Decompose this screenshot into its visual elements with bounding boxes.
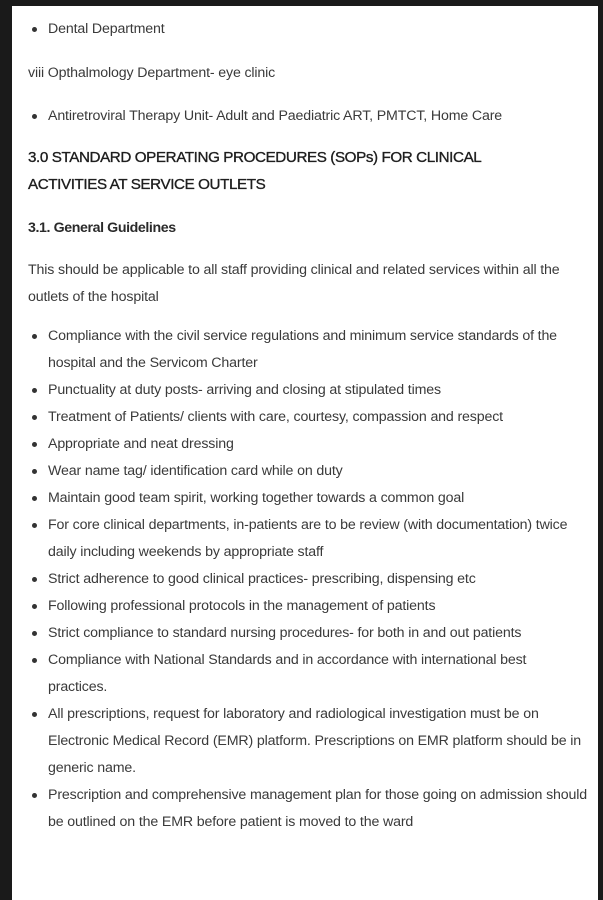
section-heading: 3.0 STANDARD OPERATING PROCEDURES (SOPs) FOR CLINICAL ACTIVITIES AT SERVICE OUTLETS — [28, 149, 481, 193]
document-content — [28, 6, 588, 836]
sub-heading: 3.1. General Guidelines — [28, 220, 176, 236]
document-page — [12, 6, 598, 900]
list-item-art: Antiretroviral Therapy Unit- Adult and Paediatric ART, PMTCT, Home Care — [28, 103, 588, 130]
list-item-dental: Dental Department — [28, 16, 588, 43]
page-edge — [598, 6, 603, 900]
guideline-item: Punctuality at duty posts- arriving and closing at stipulated times — [28, 377, 588, 404]
art-list — [28, 103, 588, 130]
intro-paragraph: This should be applicable to all staff providing clinical and related services within all the outlets of the hospital — [28, 262, 560, 305]
guidelines-list — [28, 323, 588, 836]
guideline-item: Strict compliance to standard nursing procedures- for both in and out patients — [28, 620, 588, 647]
guideline-item: For core clinical departments, in-patients are to be review (with documentation) twice daily including weekends by appropriate staff — [28, 512, 588, 566]
guideline-item: All prescriptions, request for laboratory and radiological investigation must be on Electronic Medical Record (EMR) platform. Prescriptions on EMR platform should be in generic name. — [28, 701, 588, 782]
guideline-item: Appropriate and neat dressing — [28, 431, 588, 458]
guideline-item: Wear name tag/ identification card while on duty — [28, 458, 588, 485]
guideline-item: Maintain good team spirit, working together towards a common goal — [28, 485, 588, 512]
guideline-item: Treatment of Patients/ clients with care, courtesy, compassion and respect — [28, 404, 588, 431]
guideline-item: Strict adherence to good clinical practices- prescribing, dispensing etc — [28, 566, 588, 593]
opthalmology-line: viii Opthalmology Department- eye clinic — [28, 65, 276, 81]
guideline-item: Compliance with the civil service regulations and minimum service standards of the hospital and the Servicom Charter — [28, 323, 588, 377]
guideline-item: Prescription and comprehensive management plan for those going on admission should be outlined on the EMR before patient is moved to the ward — [28, 782, 588, 836]
department-list — [28, 16, 588, 43]
guideline-item: Following professional protocols in the management of patients — [28, 593, 588, 620]
guideline-item: Compliance with National Standards and in accordance with international best practices. — [28, 647, 588, 701]
